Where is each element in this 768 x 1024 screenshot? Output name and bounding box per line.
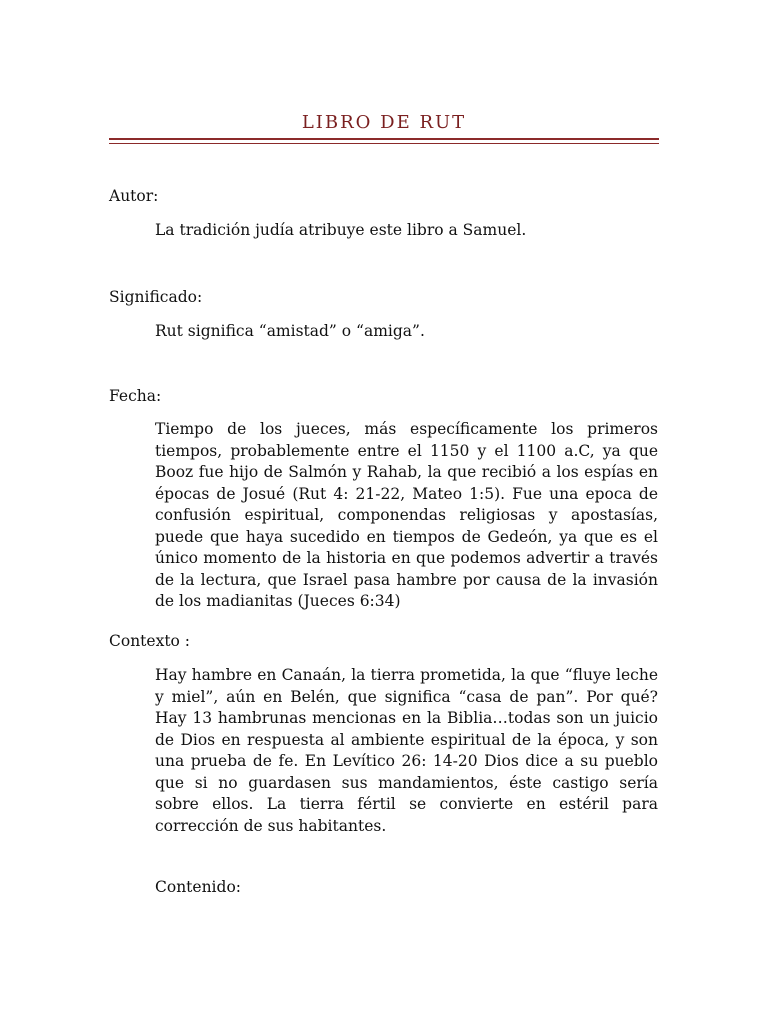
title-rule-thin <box>109 143 659 144</box>
contexto-label: Contexto : <box>109 632 191 650</box>
contexto-text: Hay hambre en Canaán, la tierra prometida, la que “fluye leche y miel”, aún en Belén, que significa “casa de pan”. Por qué? Hay 13 hambrunas mencionas en la Biblia…todas son un juicio de Dios en respuesta al ambiente espiritual de la época, y son una prueba de fe. En Levítico 26: 14-20 Dios dice a su pueblo que si no guardasen sus mandamientos, éste castigo sería sobre ellos. La tierra fértil se convierte en estéril para corrección de sus habitantes. <box>155 666 658 835</box>
autor-label: Autor: <box>109 187 159 205</box>
contenido-label: Contenido: <box>155 878 241 896</box>
significado-text: Rut significa “amistad” o “amiga”. <box>155 322 425 340</box>
title-rule-thick <box>109 138 659 140</box>
fecha-label: Fecha: <box>109 387 162 405</box>
document-title: LIBRO DE RUT <box>301 112 467 133</box>
significado-label: Significado: <box>109 288 203 306</box>
autor-text: La tradición judía atribuye este libro a Samuel. <box>155 221 527 239</box>
fecha-text: Tiempo de los jueces, más específicamente los primeros tiempos, probablemente entre el 1150 y el 1100 a.C, ya que Booz fue hijo de Salmón y Rahab, la que recibió a los espías en épocas de Josué (Rut 4: 21-22, Mateo 1:5). Fue una epoca de confusión espiritual, componendas religiosas y apostasías, puede que haya sucedido en tiempos de Gedeón, ya que es el único momento de la historia en que podemos advertir a través de la lectura, que Israel pasa hambre por causa de la invasión de los madianitas (Jueces 6:34) <box>155 420 658 610</box>
